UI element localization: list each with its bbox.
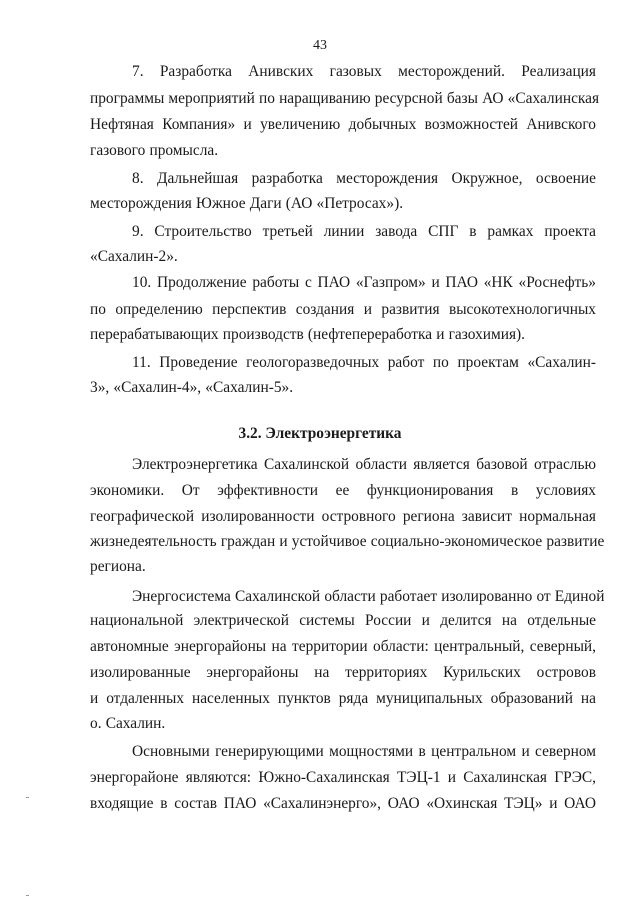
text-line: месторождения Южное Даги (АО «Петросах»). (90, 195, 404, 212)
text-line: по определению перспектив создания и развития высокотехнологичных (90, 301, 596, 318)
text-line: региона. (90, 558, 146, 575)
text-line: 3», «Сахалин-4», «Сахалин-5». (90, 379, 294, 396)
text-line: 11. Проведение геологоразведочных работ по проектам «Сахалин- (132, 354, 596, 371)
text-line: и отдаленных населенных пунктов ряда муниципальных образований на (90, 690, 596, 707)
text-line: энергорайоне являются: Южно-Сахалинская ТЭЦ-1 и Сахалинская ГРЭС, (90, 769, 596, 786)
text-line: 9. Строительство третьей линии завода СПГ в рамках проекта (132, 223, 596, 240)
text-line: национальной электрической системы России и делится на отдельные (90, 612, 596, 629)
text-line: газового промысла. (90, 142, 219, 159)
scan-mark (26, 797, 29, 798)
text-line: 8. Дальнейшая разработка месторождения Окружное, освоение (132, 170, 596, 187)
text-line: жизнедеятельность граждан и устойчивое социально-экономическое развитие (90, 533, 605, 550)
text-line: 10. Продолжение работы с ПАО «Газпром» и ПАО «НК «Роснефть» (132, 274, 596, 291)
text-line: перерабатывающих производств (нефтепереработка и газохимия). (90, 326, 526, 343)
section-heading: 3.2. Электроэнергетика (238, 425, 402, 442)
text-line: Нефтяная Компания» и увеличению добычных возможностей Анивского (90, 116, 596, 133)
text-line: экономики. От эффективности ее функционирования в условиях (90, 482, 596, 499)
text-line: географической изолированности островного региона зависит нормальная (90, 508, 596, 525)
text-line: «Сахалин-2». (90, 248, 178, 265)
text-line: входящие в состав ПАО «Сахалинэнерго», ОАО «Охинская ТЭЦ» и ОАО (90, 795, 596, 812)
scan-mark (26, 895, 29, 896)
text-line: программы мероприятий по наращиванию ресурсной базы АО «Сахалинская (90, 90, 600, 107)
text-line: автономные энергорайоны на территории области: центральный, северный, (90, 638, 596, 655)
text-line: Энергосистема Сахалинской области работает изолированно от Единой (132, 588, 605, 605)
page-number: 43 (313, 38, 327, 53)
text-line: 7. Разработка Анивских газовых месторождений. Реализация (132, 63, 596, 80)
text-line: изолированные энергорайоны на территориях Курильских островов (90, 664, 596, 681)
text-line: Основными генерирующими мощностями в центральном и северном (132, 743, 596, 760)
text-line: о. Сахалин. (90, 715, 166, 732)
text-line: Электроэнергетика Сахалинской области является базовой отраслью (132, 456, 596, 473)
